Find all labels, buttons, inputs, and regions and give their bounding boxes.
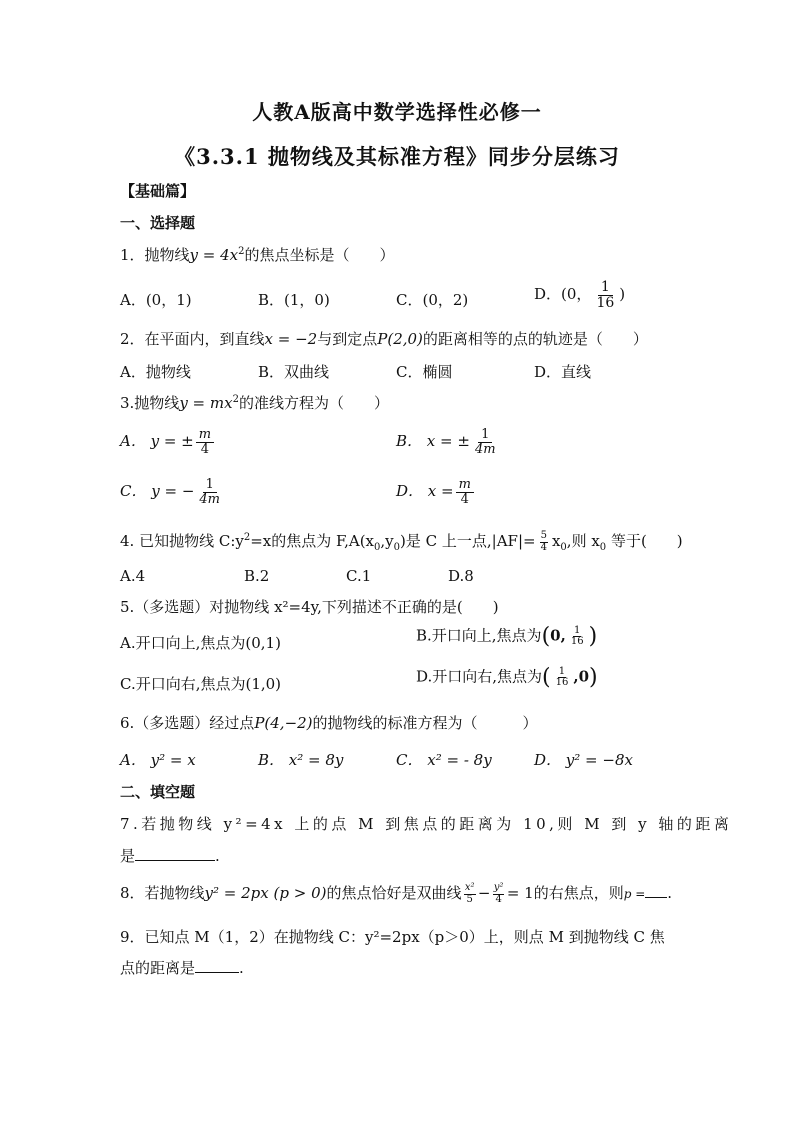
q8-mid: 的焦点恰好是双曲线 (326, 884, 462, 902)
q1-option-c: C．(0，2) (396, 291, 469, 309)
q1-option-a: A．(0，1) (120, 291, 192, 309)
q1-equation: y = 4x (189, 246, 239, 264)
q4-fraction (538, 531, 550, 553)
q4-frac-num: 5 (540, 530, 547, 541)
section-basic: 【基础篇】 (120, 182, 196, 200)
q7-prefix: 是 (120, 847, 136, 865)
q4-post2: 等于( ) (606, 532, 683, 550)
q8-answer-blank[interactable] (645, 883, 667, 898)
q1-d-num: 1 (598, 280, 613, 296)
q7-answer-blank[interactable] (135, 846, 215, 861)
q2-option-c: C．椭圆 (396, 363, 453, 381)
q3-option-c (120, 478, 225, 506)
q4-sub2: 0 (393, 542, 401, 553)
q3-d-num: m (456, 478, 474, 493)
q1-prefix: 1．抛物线 (120, 246, 190, 264)
q3-d-den: 4 (460, 491, 469, 507)
q3-a-prefix: A． y = ± (120, 432, 194, 451)
q6-prefix: 6.（多选题）经过点 (120, 714, 255, 732)
q1-d-suffix: ) (619, 285, 626, 304)
q6-option-d: D． y² = −8x (534, 751, 633, 769)
q5-b-lparen: ( (541, 624, 551, 649)
q8-eq2: = 1 (506, 884, 534, 902)
q5-d-rparen: ) (589, 665, 598, 690)
q4-post: ,则 x (566, 532, 600, 550)
q5-b-rparen: ) (588, 624, 598, 649)
q5-b-den: 16 (570, 636, 584, 647)
q8-end: . (667, 884, 673, 902)
q4-mid3: )是 C 上一点,|AF|= (400, 532, 536, 550)
q8-fraction-2 (492, 883, 504, 905)
q5-d-den: 16 (555, 677, 569, 688)
question-4 (120, 530, 683, 553)
q3-option-b (396, 428, 501, 456)
question-6 (120, 712, 538, 733)
section-choice: 一、选择题 (120, 214, 196, 232)
q5-b-num: 1 (574, 624, 581, 636)
q3-c-den: 4m (199, 491, 221, 507)
title-sub: 《3.3.1 抛物线及其标准方程》同步分层练习 (174, 144, 620, 169)
q3-prefix: 3.抛物线 (120, 394, 180, 412)
q9-answer-blank[interactable] (195, 958, 239, 973)
question-2 (120, 328, 648, 349)
q3-b-den: 4m (474, 441, 496, 457)
q4-mid4: x (551, 532, 561, 550)
q3-c-prefix: C． y = − (120, 482, 195, 501)
question-9-line2 (120, 957, 244, 978)
q4-frac-den: 4 (540, 541, 547, 553)
q4-mid1: =x的焦点为 F,A(x (250, 532, 375, 550)
q3-d-prefix: D． x = (396, 482, 454, 501)
q3-b-num: 1 (478, 428, 492, 443)
q5-option-c: C.开口向右,焦点为(1,0) (120, 675, 282, 693)
q2-option-a: A．抛物线 (120, 363, 191, 381)
q2-prefix: 2．在平面内，到直线 (120, 330, 265, 348)
question-1 (120, 244, 395, 265)
q3-d-fraction (456, 478, 474, 506)
q2-point: P(2,0) (377, 330, 423, 348)
q4-mid2: ,y (380, 532, 394, 550)
q8-p: p = (623, 887, 646, 901)
q9-prefix: 点的距离是 (120, 959, 196, 977)
q5-d-num: 1 (558, 665, 566, 677)
q8-minus: − (477, 884, 491, 902)
q1-exp: 2 (238, 246, 245, 257)
q5-d-fraction (553, 667, 572, 689)
q5-option-b (416, 624, 597, 649)
q2-option-d: D．直线 (534, 363, 592, 381)
q8-prefix: 8．若抛物线 (120, 884, 205, 902)
q8-f1-num: x² (464, 882, 475, 893)
q5-d-prefix: D.开口向右,焦点为 (416, 667, 543, 686)
q5-d-lparen: ( (542, 665, 551, 690)
question-7-line2 (120, 845, 220, 866)
q5-option-d (416, 665, 598, 690)
q1-d-prefix: D．(0， (534, 285, 592, 304)
q3-c-num: 1 (203, 478, 217, 493)
q4-option-c: C.1 (346, 567, 372, 585)
q4-exp: 2 (243, 532, 251, 543)
title-main: 人教A版高中数学选择性必修一 (252, 100, 542, 124)
q3-option-a (120, 428, 216, 456)
q1-d-den: 16 (596, 294, 615, 311)
q1-suffix: 的焦点坐标是（ ） (244, 246, 395, 264)
q8-suffix: 的右焦点，则 (533, 884, 624, 902)
q4-sub3: 0 (560, 542, 567, 553)
q4-option-a: A.4 (120, 567, 146, 585)
q3-exp: 2 (232, 394, 239, 405)
q4-sub4: 0 (599, 542, 607, 553)
q8-f2-den: 4 (495, 893, 502, 905)
q3-a-den: 4 (200, 441, 210, 457)
q3-suffix: 的准线方程为（ ） (238, 394, 389, 412)
question-9-line1: 9．已知点 M（1，2）在抛物线 C：y²=2px（p＞0）上，则点 M 到抛物线 C 焦 (120, 928, 665, 946)
q3-a-fraction (196, 428, 214, 456)
q5-option-a: A.开口向上,焦点为(0,1) (120, 634, 281, 652)
q1-option-d (534, 280, 625, 310)
q3-a-num: m (196, 428, 214, 443)
q2-suffix: 的距离相等的点的轨迹是（ ） (422, 330, 648, 348)
q2-line: x = −2 (264, 330, 318, 348)
q5-b-prefix: B.开口向上,焦点为 (416, 626, 542, 645)
q4-sub1: 0 (374, 542, 381, 553)
q7-end: . (215, 847, 220, 865)
q8-f1-den: 5 (466, 893, 473, 905)
q2-mid: 与到定点 (317, 330, 378, 348)
q5-b-fraction (568, 626, 587, 648)
q6-option-c: C． x² = - 8y (396, 751, 492, 769)
question-7-line1: 7.若抛物线 y²=4x 上的点 M 到焦点的距离为 10,则 M 到 y 轴的距离 (120, 815, 733, 833)
q3-option-d (396, 478, 476, 506)
q8-fraction-1 (463, 883, 475, 905)
q1-option-b: B．(1，0) (258, 291, 330, 309)
q6-point: P(4,−2) (254, 714, 313, 732)
q6-option-a: A． y² = x (120, 751, 196, 769)
q3-b-prefix: B． x = ± (396, 432, 470, 451)
q4-option-d: D.8 (448, 567, 474, 585)
q6-suffix: 的抛物线的标准方程为（ ） (312, 714, 538, 732)
question-5: 5.（多选题）对抛物线 x²=4y,下列描述不正确的是( ) (120, 598, 499, 616)
q5-d-last: ,0 (573, 667, 590, 686)
q3-b-fraction (472, 428, 499, 456)
q4-option-b: B.2 (244, 567, 270, 585)
section-fill: 二、填空题 (120, 783, 196, 801)
q6-option-b: B． x² = 8y (258, 751, 344, 769)
q4-prefix: 4. 已知抛物线 C:y (120, 532, 244, 550)
q2-option-b: B．双曲线 (258, 363, 330, 381)
q5-b-first: 0, (550, 626, 566, 645)
q3-equation: y = mx (179, 394, 233, 412)
q8-f2-num: y² (493, 882, 504, 893)
q1-d-fraction (593, 280, 617, 310)
q8-equation: y² = 2px (p > 0) (204, 884, 327, 902)
question-3 (120, 392, 389, 413)
q3-c-fraction (196, 478, 223, 506)
question-8 (120, 882, 672, 905)
q9-end: . (239, 959, 244, 977)
